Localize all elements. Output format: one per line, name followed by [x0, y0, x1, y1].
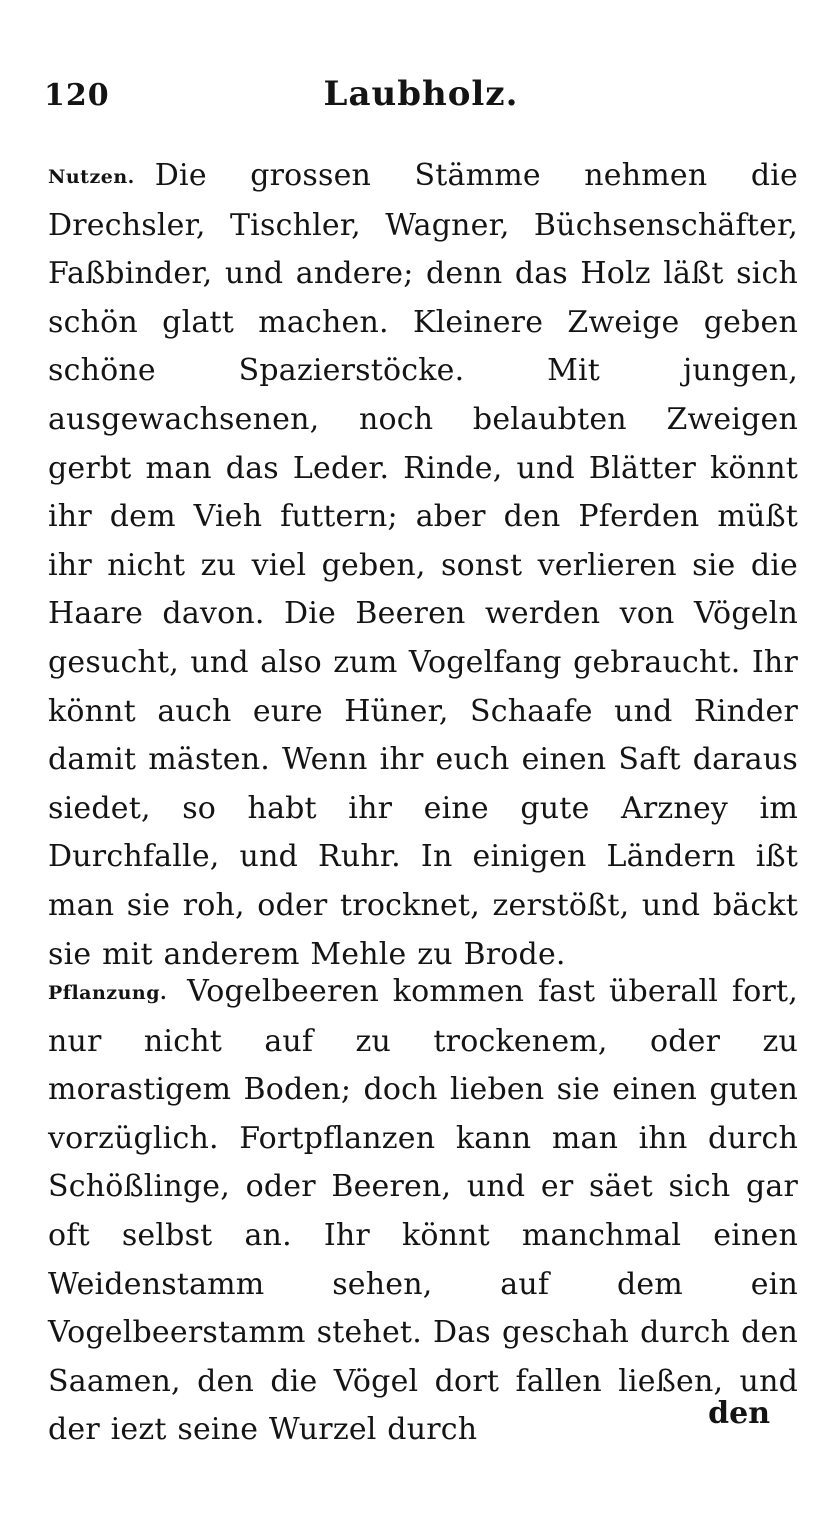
- paragraph-text: Vogelbeeren kommen fast überall fort, nur nicht auf zu trockenem, oder zu morastigem Boden; doch lieben sie einen guten vorzüglich. Fortpflanzen kann man ihn durch Schößlinge, oder Beeren, und er säet sich gar oft selbst an. Ihr könnt manchmal einen Weidenstamm sehen, auf dem ein Vogelbeerstamm stehet. Das geschah durch den Saamen, den die Vögel dort fallen ließen, und der iezt seine Wurzel durch: [48, 974, 798, 1448]
- sidenote-nutzen: Nutzen.: [48, 166, 135, 188]
- catchword: den: [708, 1396, 770, 1431]
- sidenote-pflanzung: Pflanzung.: [48, 982, 168, 1004]
- paragraph-text: Die grossen Stämme nehmen die Drechsler, Tischler, Wagner, Büchsenschäfter, Faßbinder, und andere; denn das Holz läßt sich schön glatt machen. Kleinere Zweige geben schöne Spazierstöcke. Mit jungen, ausgewachsenen, noch belaubten Zweigen gerbt man das Leder. Rinde, und Blätter könnt ihr dem Vieh futtern; aber den Pferden müßt ihr nicht zu viel geben, sonst verlieren sie die Haare davon. Die Beeren werden von Vögeln gesucht, und also zum Vogelfang gebraucht. Ihr könnt auch eure Hüner, Schaafe und Rinder damit mästen. Wenn ihr euch einen Saft daraus siedet, so habt ihr eine gute Arzney im Durchfalle, und Ruhr. In einigen Ländern ißt man sie roh, oder trocknet, zerstößt, und bäckt sie mit anderem Mehle zu Brode.: [48, 158, 798, 972]
- paragraph-nutzen: [48, 152, 798, 979]
- page-number: 120: [44, 78, 110, 113]
- running-title: Laubholz.: [323, 74, 519, 114]
- paragraph-pflanzung: [48, 968, 798, 1455]
- page-header: [44, 72, 798, 122]
